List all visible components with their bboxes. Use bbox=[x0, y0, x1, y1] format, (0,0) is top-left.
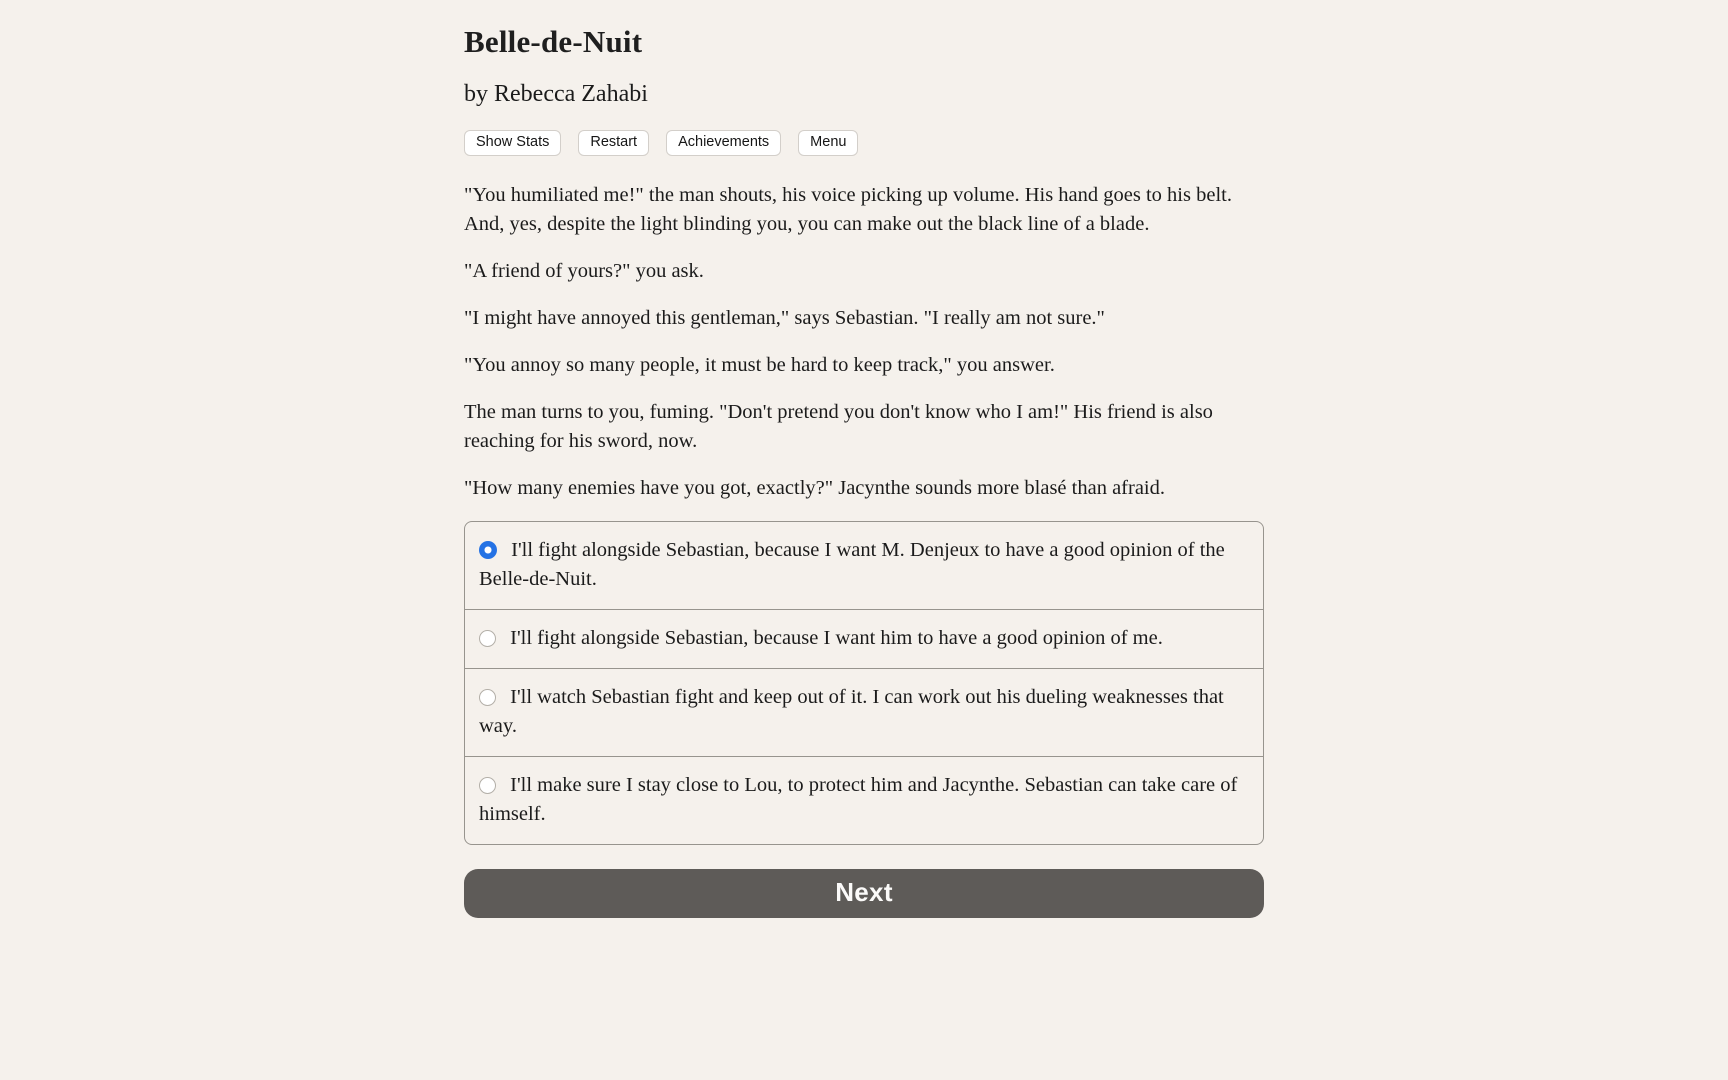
choice-option-1[interactable] bbox=[465, 522, 1263, 609]
show-stats-button[interactable]: Show Stats bbox=[464, 130, 561, 156]
game-page bbox=[464, 0, 1264, 918]
story-paragraph: "How many enemies have you got, exactly?" Jacynthe sounds more blasé than afraid. bbox=[464, 477, 1165, 500]
page-title: Belle-de-Nuit bbox=[464, 24, 643, 59]
choice-option-3[interactable] bbox=[465, 668, 1263, 756]
menu-button[interactable]: Menu bbox=[798, 130, 858, 156]
next-button[interactable]: Next bbox=[464, 869, 1264, 918]
choice-option-label: I'll fight alongside Sebastian, because I want M. Denjeux to have a good opinion of the Belle-de-Nuit. bbox=[479, 539, 1225, 591]
achievements-button[interactable]: Achievements bbox=[666, 130, 781, 156]
choice-radio-3[interactable] bbox=[479, 689, 496, 706]
choice-option-label: I'll watch Sebastian fight and keep out of it. I can work out his dueling weaknesses that way. bbox=[479, 686, 1224, 738]
choice-radio-4[interactable] bbox=[479, 777, 496, 794]
author-byline: by Rebecca Zahabi bbox=[464, 81, 648, 107]
choice-option-label: I'll fight alongside Sebastian, because I want him to have a good opinion of me. bbox=[510, 627, 1163, 650]
story-paragraph: "You annoy so many people, it must be hard to keep track," you answer. bbox=[464, 354, 1055, 377]
choice-option-2[interactable] bbox=[465, 609, 1263, 668]
choice-radio-2[interactable] bbox=[479, 630, 496, 647]
restart-button[interactable]: Restart bbox=[578, 130, 649, 156]
toolbar bbox=[464, 130, 1264, 156]
story-paragraph: The man turns to you, fuming. "Don't pretend you don't know who I am!" His friend is also reaching for his sword, now. bbox=[464, 401, 1213, 453]
story-paragraph: "You humiliated me!" the man shouts, his voice picking up volume. His hand goes to his belt. And, yes, despite the light blinding you, you can make out the black line of a blade. bbox=[464, 184, 1232, 236]
choice-option-label: I'll make sure I stay close to Lou, to protect him and Jacynthe. Sebastian can take care of himself. bbox=[479, 774, 1238, 826]
story-text bbox=[464, 181, 1264, 503]
choice-option-4[interactable] bbox=[465, 756, 1263, 844]
story-paragraph: "I might have annoyed this gentleman," says Sebastian. "I really am not sure." bbox=[464, 307, 1105, 330]
choice-group bbox=[464, 521, 1264, 845]
story-paragraph: "A friend of yours?" you ask. bbox=[464, 260, 704, 283]
choice-radio-1[interactable] bbox=[479, 541, 497, 559]
